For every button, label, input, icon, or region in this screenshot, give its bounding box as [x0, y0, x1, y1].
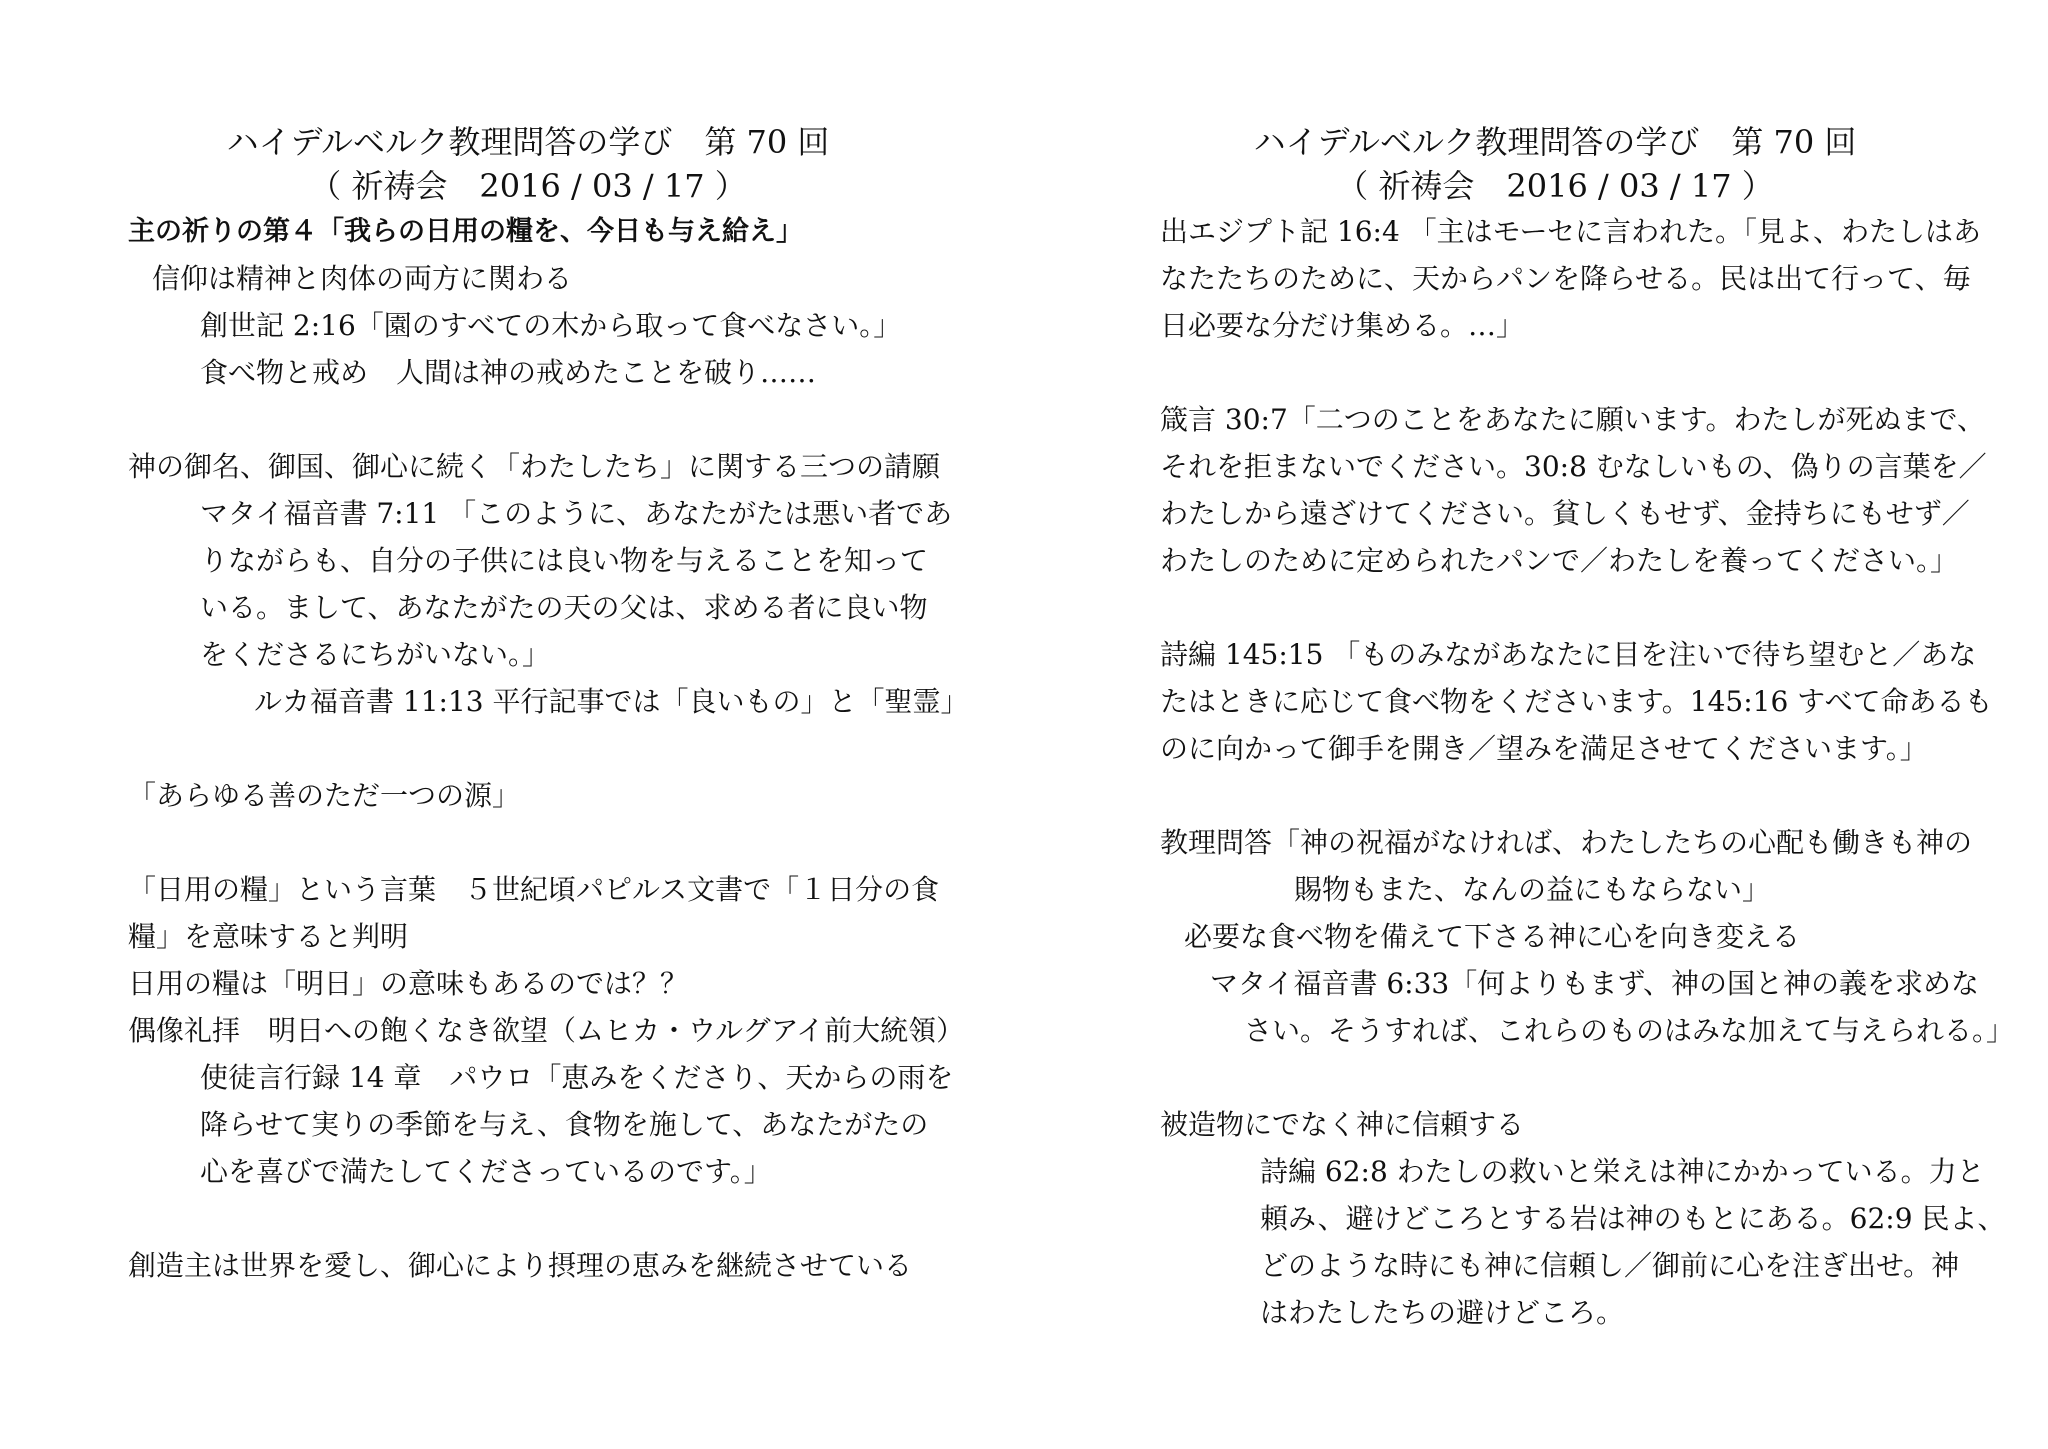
text-line: 食べ物と戒め 人間は神の戒めたことを破り…… — [200, 356, 817, 389]
text-line: たはときに応じて食べ物をくださいます。145:16 すべて命あるも — [1160, 685, 1993, 718]
text-line: 日必要な分だけ集める。…」 — [1160, 309, 1525, 342]
text-line: 詩編 62:8 わたしの救いと栄えは神にかかっている。力と — [1260, 1155, 1985, 1188]
section-heading: 主の祈りの第４「我らの日用の糧を、今日も与え給え」 — [128, 216, 803, 247]
text-line: 箴言 30:7「二つのことをあなたに願います。わたしが死ぬまで、 — [1160, 403, 1985, 436]
blank-line — [128, 1195, 928, 1242]
text-line: 「日用の糧」という言葉 ５世紀頃パピルス文書で「１日分の食 — [128, 873, 940, 906]
left-page — [128, 0, 969, 1289]
text-line: それを拒まないでください。30:8 むなしいもの、偽りの言葉を／ — [1160, 450, 1987, 483]
text-line: 降らせて実りの季節を与え、食物を施して、あなたがたの — [200, 1108, 929, 1141]
text-line: 必要な食べ物を備えて下さる神に心を向き変える — [1184, 920, 1801, 953]
text-line: 心を喜びで満たしてくださっているのです。」 — [200, 1155, 772, 1188]
page-title: ハイデルベルク教理問答の学び 第 70 回 — [1253, 123, 1857, 161]
blank-line — [1160, 349, 1950, 396]
text-line: 偶像礼拝 明日への飽くなき欲望（ムヒカ・ウルグアイ前大統領） — [128, 1014, 965, 1047]
blank-line — [128, 725, 928, 772]
blank-line — [128, 396, 928, 443]
blank-line — [1160, 1054, 1950, 1101]
text-line: 賜物もまた、なんの益にもならない」 — [1294, 873, 1771, 906]
text-line: のに向かって御手を開き／望みを満足させてくださいます。」 — [1160, 732, 1928, 765]
text-line: なたたちのために、天からパンを降らせる。民は出て行って、毎 — [1160, 262, 1971, 295]
text-line: 信仰は精神と肉体の両方に関わる — [152, 262, 573, 295]
text-line: マタイ福音書 7:11 「このように、あなたがたは悪い者であ — [200, 497, 953, 530]
text-line: どのような時にも神に信頼し／御前に心を注ぎ出せ。神 — [1260, 1249, 1960, 1282]
text-line: 糧」を意味すると判明 — [128, 920, 409, 953]
page-subtitle: （ 祈祷会 2016 / 03 / 17 ） — [309, 167, 747, 205]
text-line: りながらも、自分の子供には良い物を与えることを知って — [200, 544, 929, 577]
text-line: ルカ福音書 11:13 平行記事では「良いもの」と「聖霊」 — [254, 685, 969, 718]
page-subtitle: （ 祈祷会 2016 / 03 / 17 ） — [1336, 167, 1774, 205]
text-line: 被造物にでなく神に信頼する — [1160, 1108, 1525, 1141]
text-line: わたしのために定められたパンで／わたしを養ってください。」 — [1160, 544, 1959, 577]
page-title: ハイデルベルク教理問答の学び 第 70 回 — [226, 123, 830, 161]
text-line: さい。そうすれば、これらのものはみな加えて与えられる。」 — [1244, 1014, 2015, 1047]
text-line: 使徒言行録 14 章 パウロ「恵みをくださり、天からの雨を — [200, 1061, 954, 1094]
text-line: 詩編 145:15 「ものみながあなたに目を注いで待ち望むと／あな — [1160, 638, 1977, 671]
text-line: いる。まして、あなたがたの天の父は、求める者に良い物 — [200, 591, 928, 624]
text-line: 頼み、避けどころとする岩は神のもとにある。62:9 民よ、 — [1260, 1202, 2006, 1235]
text-line: 創世記 2:16「園のすべての木から取って食べなさい。」 — [200, 309, 902, 342]
text-line: 創造主は世界を愛し、御心により摂理の恵みを継続させている — [128, 1249, 913, 1282]
text-line: マタイ福音書 6:33「何よりもまず、神の国と神の義を求めな — [1210, 967, 1979, 1000]
text-line: 「あらゆる善のただ一つの源」 — [128, 779, 521, 812]
right-page — [1160, 0, 2015, 1336]
text-line: をくださるにちがいない。」 — [200, 638, 551, 671]
text-line: はわたしたちの避けどころ。 — [1260, 1296, 1625, 1329]
text-line: 日用の糧は「明日」の意味もあるのでは？？ — [128, 967, 689, 1000]
blank-line — [1160, 584, 1950, 631]
blank-line — [128, 819, 928, 866]
text-line: 出エジプト記 16:4 「主はモーセに言われた。「見よ、わたしはあ — [1160, 215, 1982, 248]
blank-line — [1160, 772, 1950, 819]
text-line: わたしから遠ざけてください。貧しくもせず、金持ちにもせず／ — [1160, 497, 1970, 530]
text-line: 教理問答「神の祝福がなければ、わたしたちの心配も働きも神の — [1160, 826, 1973, 859]
text-line: 神の御名、御国、御心に続く「わたしたち」に関する三つの請願 — [128, 450, 941, 483]
